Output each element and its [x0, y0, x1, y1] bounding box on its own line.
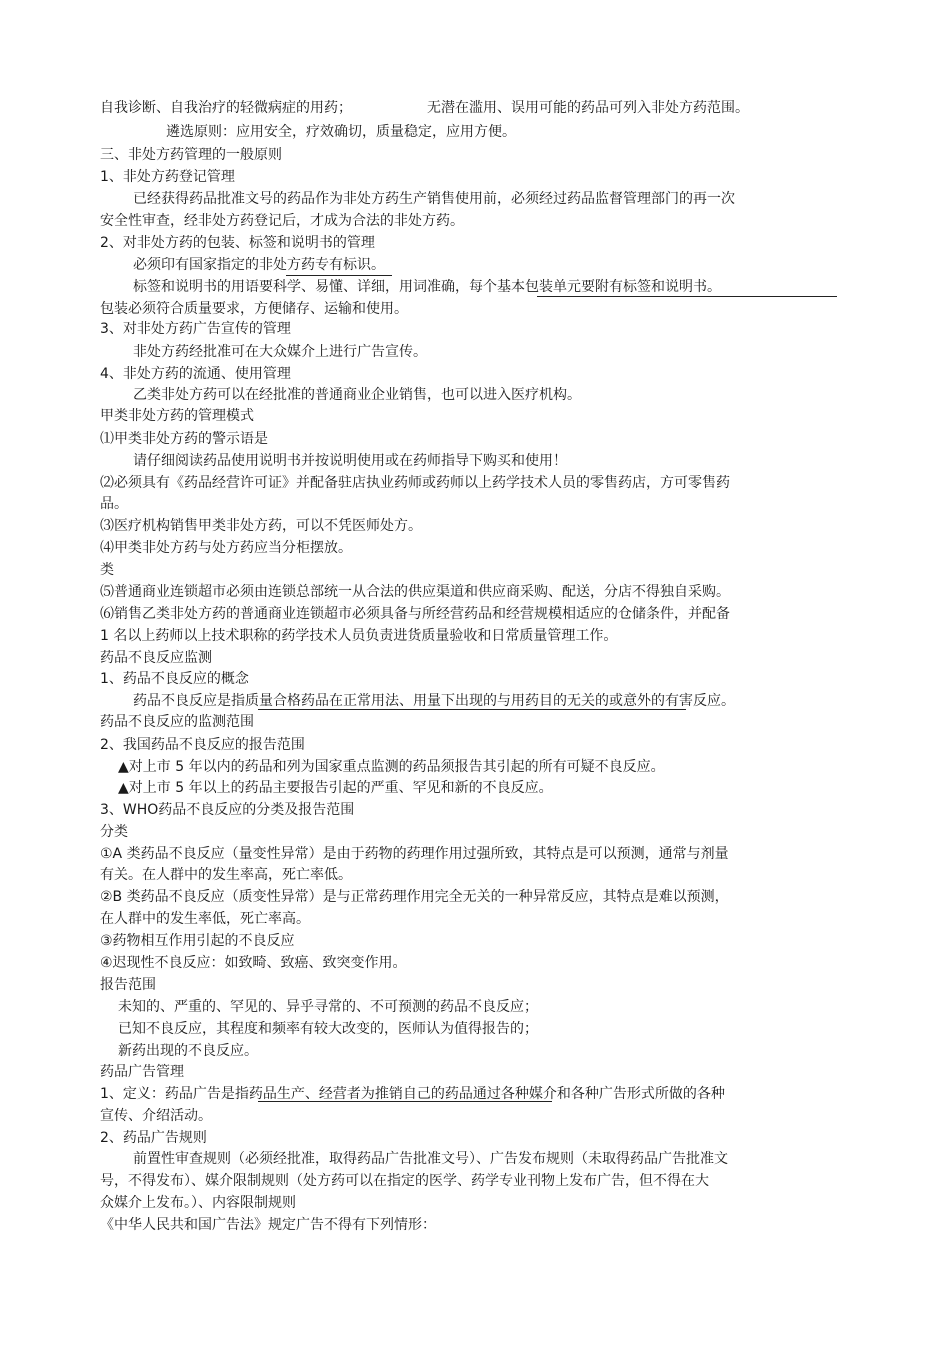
text-line: 药品不良反应是指质量合格药品在正常用法、用量下出现的与用药目的无关的或意外的有害反应。 [133, 693, 735, 709]
subsection-heading: 3、WHO药品不良反应的分类及报告范围 [100, 802, 355, 818]
text-line: ▲对上市 5 年以上的药品主要报告引起的严重、罕见和新的不良反应。 [118, 780, 553, 796]
section-heading: 药品不良反应监测 [100, 650, 212, 666]
text-line: 标签和说明书的用语要科学、易懂、详细，用词准确，每个基本包装单元要附有标签和说明书。 [133, 279, 721, 295]
subsection-heading: 1、非处方药登记管理 [100, 169, 235, 185]
text-line: 未知的、严重的、罕见的、异乎寻常的、不可预测的药品不良反应； [118, 999, 538, 1015]
subsection-heading: 4、非处方药的流通、使用管理 [100, 366, 291, 382]
text-line: 安全性审查，经非处方药登记后，才成为合法的非处方药。 [100, 213, 464, 229]
text-line: 品。 [100, 496, 128, 512]
text-line: 在人群中的发生率低，死亡率高。 [100, 911, 310, 927]
text-line: ▲对上市 5 年以内的药品和列为国家重点监测的药品须报告其引起的所有可疑不良反应。 [118, 759, 665, 775]
text-line: ③药物相互作用引起的不良反应 [100, 933, 295, 949]
text-line: 宣传、介绍活动。 [100, 1108, 212, 1124]
text-line: 《中华人民共和国广告法》规定广告不得有下列情形： [100, 1217, 436, 1233]
text-line: 请仔细阅读药品使用说明书并按说明使用或在药师指导下购买和使用！ [133, 453, 567, 469]
text-line: ④迟现性不良反应：如致畸、致癌、致突变作用。 [100, 955, 407, 971]
text-line: 遴选原则：应用安全，疗效确切，质量稳定，应用方便。 [166, 124, 516, 140]
text-line: 无潜在滥用、误用可能的药品可列入非处方药范围。 [427, 100, 749, 116]
underline-rule [258, 1101, 552, 1102]
text-line: 号，不得发布）、媒介限制规则（处方药可以在指定的医学、药学专业刊物上发布广告，但不得在大 [100, 1173, 709, 1189]
text-line: ⑹销售乙类非处方药的普通商业连锁超市必须具备与所经营药品和经营规模相适应的仓储条件，并配备 [100, 606, 730, 622]
text-line: ⑷甲类非处方药与处方药应当分柜摆放。 [100, 540, 352, 556]
text-line: ②B 类药品不良反应（质变性异常）是与正常药理作用完全无关的一种异常反应，其特点是难以预测， [100, 889, 729, 905]
text-line: ⑴甲类非处方药的警示语是 [100, 431, 268, 447]
text-line: 自我诊断、自我治疗的轻微病症的用药； [100, 100, 352, 116]
text-line: 已知不良反应，其程度和频率有较大改变的，医师认为值得报告的； [118, 1021, 538, 1037]
underline-rule [286, 275, 392, 276]
text-line: 报告范围 [100, 977, 156, 993]
section-heading: 甲类非处方药的管理模式 [100, 408, 254, 424]
text-line: 非处方药经批准可在大众媒介上进行广告宣传。 [133, 344, 427, 360]
text-line: ⑵必须具有《药品经营许可证》并配备驻店执业药师或药师以上药学技术人员的零售药店，方可零售药 [100, 475, 730, 491]
subsection-heading: 2、对非处方药的包装、标签和说明书的管理 [100, 235, 375, 251]
text-line: ⑸普通商业连锁超市必须由连锁总部统一从合法的供应渠道和供应商采购、配送，分店不得独自采购。 [100, 584, 730, 600]
text-line: 乙类非处方药可以在经批准的普通商业企业销售，也可以进入医疗机构。 [133, 387, 581, 403]
text-line: 已经获得药品批准文号的药品作为非处方药生产销售使用前，必须经过药品监督管理部门的再一次 [133, 191, 735, 207]
underline-rule [258, 709, 686, 710]
text-line: 有关。在人群中的发生率高，死亡率低。 [100, 867, 352, 883]
text-line: 必须印有国家指定的非处方药专有标识。 [133, 257, 385, 273]
text-line: 前置性审查规则（必须经批准，取得药品广告批准文号）、广告发布规则（未取得药品广告批准文 [133, 1151, 728, 1167]
subsection-heading: 2、我国药品不良反应的报告范围 [100, 737, 305, 753]
text-line: 包装必须符合质量要求，方便储存、运输和使用。 [100, 301, 408, 317]
text-line: 新药出现的不良反应。 [118, 1043, 258, 1059]
text-line: ①A 类药品不良反应（量变性异常）是由于药物的药理作用过强所致，其特点是可以预测，通常与剂量 [100, 846, 729, 862]
subsection-heading: 2、药品广告规则 [100, 1130, 207, 1146]
text-line: 分类 [100, 824, 128, 840]
section-heading: 三、非处方药管理的一般原则 [100, 147, 282, 163]
text-line: 1 名以上药师以上技术职称的药学技术人员负责进货质量验收和日常质量管理工作。 [100, 628, 618, 644]
underline-rule [537, 296, 837, 297]
text-line: 类 [100, 562, 114, 578]
section-heading: 药品不良反应的监测范围 [100, 714, 254, 730]
section-heading: 药品广告管理 [100, 1064, 184, 1080]
text-line: ⑶医疗机构销售甲类非处方药，可以不凭医师处方。 [100, 518, 422, 534]
text-line: 1、定义：药品广告是指药品生产、经营者为推销自己的药品通过各种媒介和各种广告形式所做的各种 [100, 1086, 725, 1102]
subsection-heading: 1、药品不良反应的概念 [100, 671, 249, 687]
subsection-heading: 3、对非处方药广告宣传的管理 [100, 321, 291, 337]
text-line: 众媒介上发布。）、内容限制规则 [100, 1195, 296, 1211]
